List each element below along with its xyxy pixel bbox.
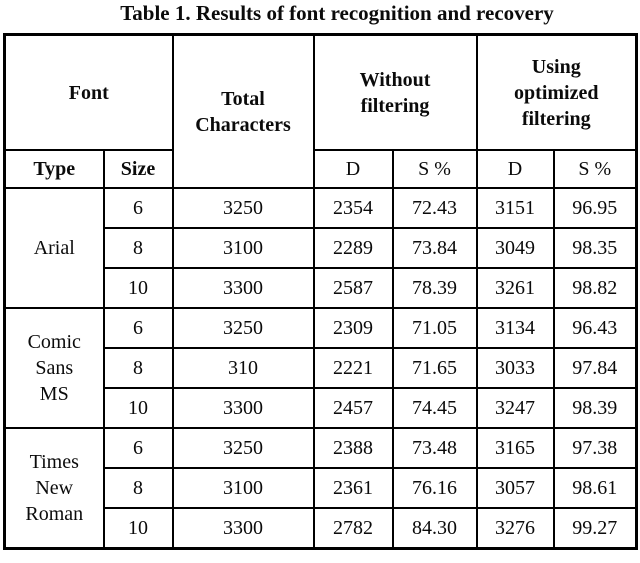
font-name-label: Arial	[33, 237, 75, 259]
cell-d-without: 2587	[314, 268, 393, 308]
cell-s-without: 71.05	[393, 308, 477, 348]
header-d-optimized: D	[477, 150, 554, 188]
cell-total: 3100	[173, 228, 314, 268]
cell-d-optimized: 3033	[477, 348, 554, 388]
cell-d-without: 2354	[314, 188, 393, 228]
cell-s-optimized: 98.82	[554, 268, 637, 308]
cell-size: 10	[104, 268, 173, 308]
header-row-groups	[5, 35, 637, 151]
cell-s-optimized: 96.43	[554, 308, 637, 348]
table-row	[5, 428, 637, 468]
header-row-sub	[5, 150, 637, 188]
cell-total: 3250	[173, 188, 314, 228]
cell-s-without: 84.30	[393, 508, 477, 549]
cell-s-optimized: 99.27	[554, 508, 637, 549]
cell-font-type	[5, 428, 104, 549]
cell-s-optimized: 98.61	[554, 468, 637, 508]
cell-s-optimized: 97.38	[554, 428, 637, 468]
cell-d-optimized: 3134	[477, 308, 554, 348]
cell-s-without: 71.65	[393, 348, 477, 388]
header-without-filtering-label: Without filtering	[359, 68, 431, 117]
cell-total: 310	[173, 348, 314, 388]
cell-d-without: 2289	[314, 228, 393, 268]
font-name-label: Comic Sans MS	[27, 331, 81, 405]
cell-size: 10	[104, 508, 173, 549]
cell-s-without: 74.45	[393, 388, 477, 428]
cell-s-without: 73.84	[393, 228, 477, 268]
cell-total: 3100	[173, 468, 314, 508]
header-using-optimized-filtering	[477, 35, 637, 151]
cell-font-type	[5, 188, 104, 308]
cell-d-optimized: 3261	[477, 268, 554, 308]
cell-d-without: 2361	[314, 468, 393, 508]
cell-d-optimized: 3247	[477, 388, 554, 428]
cell-total: 3300	[173, 388, 314, 428]
cell-s-optimized: 98.39	[554, 388, 637, 428]
cell-total: 3300	[173, 508, 314, 549]
cell-s-without: 73.48	[393, 428, 477, 468]
header-size: Size	[104, 150, 173, 188]
font-name-label: Times New Roman	[25, 451, 84, 525]
cell-d-without: 2221	[314, 348, 393, 388]
cell-d-optimized: 3057	[477, 468, 554, 508]
table-row	[5, 188, 637, 228]
cell-font-type	[5, 308, 104, 428]
header-d-without: D	[314, 150, 393, 188]
header-using-optimized-filtering-label: Using optimized filtering	[514, 55, 599, 130]
cell-d-optimized: 3151	[477, 188, 554, 228]
cell-s-without: 72.43	[393, 188, 477, 228]
table-caption: Table 1. Results of font recognition and recovery	[120, 1, 554, 25]
cell-d-without: 2457	[314, 388, 393, 428]
cell-total: 3250	[173, 428, 314, 468]
header-total-characters-label: Total Characters	[195, 87, 291, 136]
cell-size: 10	[104, 388, 173, 428]
cell-s-without: 76.16	[393, 468, 477, 508]
cell-size: 8	[104, 348, 173, 388]
cell-s-optimized: 97.84	[554, 348, 637, 388]
cell-s-optimized: 98.35	[554, 228, 637, 268]
cell-total: 3250	[173, 308, 314, 348]
cell-d-optimized: 3276	[477, 508, 554, 549]
cell-d-optimized: 3049	[477, 228, 554, 268]
cell-size: 6	[104, 428, 173, 468]
header-s-without: S %	[393, 150, 477, 188]
cell-s-optimized: 96.95	[554, 188, 637, 228]
table-row	[5, 308, 637, 348]
results-table	[3, 33, 638, 550]
cell-s-without: 78.39	[393, 268, 477, 308]
header-type: Type	[5, 150, 104, 188]
cell-size: 8	[104, 468, 173, 508]
cell-d-without: 2309	[314, 308, 393, 348]
cell-d-without: 2782	[314, 508, 393, 549]
cell-total: 3300	[173, 268, 314, 308]
cell-size: 6	[104, 188, 173, 228]
header-total-characters	[173, 35, 314, 189]
cell-d-without: 2388	[314, 428, 393, 468]
cell-size: 6	[104, 308, 173, 348]
cell-d-optimized: 3165	[477, 428, 554, 468]
cell-size: 8	[104, 228, 173, 268]
header-font-group: Font	[5, 35, 173, 151]
header-s-optimized: S %	[554, 150, 637, 188]
header-without-filtering	[314, 35, 477, 151]
